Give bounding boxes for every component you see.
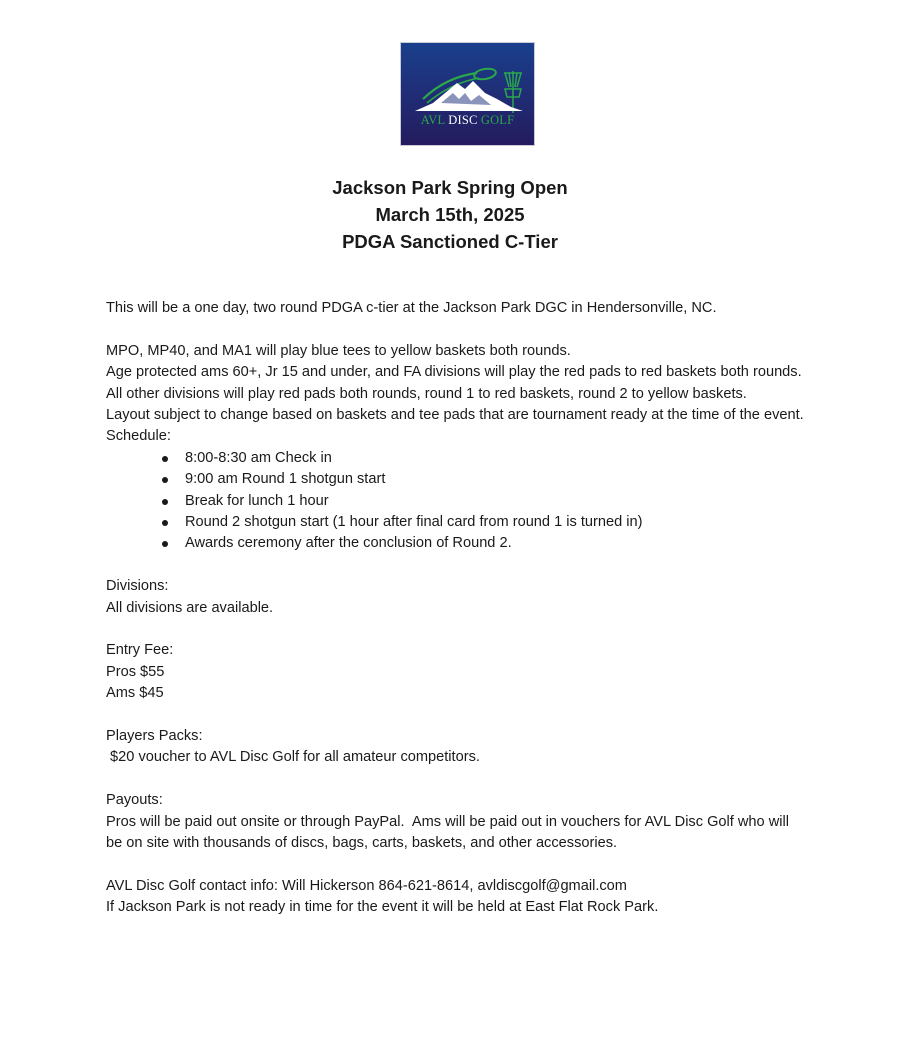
schedule-item: 8:00-8:30 am Check in [106, 448, 806, 469]
event-name: Jackson Park Spring Open [332, 177, 568, 198]
schedule-item: Break for lunch 1 hour [106, 491, 806, 512]
schedule-item: 9:00 am Round 1 shotgun start [106, 469, 806, 490]
contact-info: AVL Disc Golf contact info: Will Hickerson 864-621-8614, avldiscgolf@gmail.com [106, 877, 627, 894]
schedule-heading: Schedule: [106, 428, 171, 445]
logo-word-disc: DISC [448, 113, 478, 127]
divisions-heading: Divisions: [106, 578, 169, 595]
layout-line: Age protected ams 60+, Jr 15 and under, and FA divisions will play the red pads to red baskets both rounds. [106, 364, 802, 381]
layout-line: MPO, MP40, and MA1 will play blue tees to yellow baskets both rounds. [106, 342, 571, 359]
logo-word-golf: GOLF [480, 113, 515, 127]
document-title [0, 174, 900, 255]
logo-artwork [401, 43, 536, 147]
players-packs-heading: Players Packs: [106, 728, 203, 745]
divisions-text: All divisions are available. [106, 599, 274, 616]
schedule-list [106, 448, 806, 555]
entry-fee-pros: Pros $55 [106, 663, 165, 680]
schedule-item: Round 2 shotgun start (1 hour after final card from round 1 is turned in) [106, 512, 806, 533]
layout-line: Layout subject to change based on baskets and tee pads that are tournament ready at the time of the event. [106, 407, 804, 424]
backup-venue: If Jackson Park is not ready in time for the event it will be held at East Flat Rock Park. [106, 899, 659, 916]
players-packs-text: $20 voucher to AVL Disc Golf for all amateur competitors. [106, 749, 480, 766]
avl-disc-golf-logo [400, 42, 535, 146]
intro-paragraph: This will be a one day, two round PDGA c-tier at the Jackson Park DGC in Hendersonville, NC. [106, 300, 717, 316]
document-body [106, 298, 806, 919]
event-tier: PDGA Sanctioned C-Tier [342, 231, 558, 252]
schedule-item: Awards ceremony after the conclusion of Round 2. [106, 533, 806, 554]
payouts-heading: Payouts: [106, 792, 163, 809]
entry-fee-heading: Entry Fee: [106, 642, 174, 659]
event-date: March 15th, 2025 [375, 204, 525, 225]
logo-wordmark [401, 113, 534, 128]
payouts-text: Pros will be paid out onsite or through PayPal. Ams will be paid out in vouchers for AVL Disc Golf who will be on site with thousands of discs, bags, carts, baskets, and other accessories. [106, 813, 794, 852]
logo-word-avl: AVL [420, 113, 445, 127]
layout-line: All other divisions will play red pads both rounds, round 1 to red baskets, round 2 to yellow baskets. [106, 385, 747, 402]
entry-fee-ams: Ams $45 [106, 685, 164, 702]
